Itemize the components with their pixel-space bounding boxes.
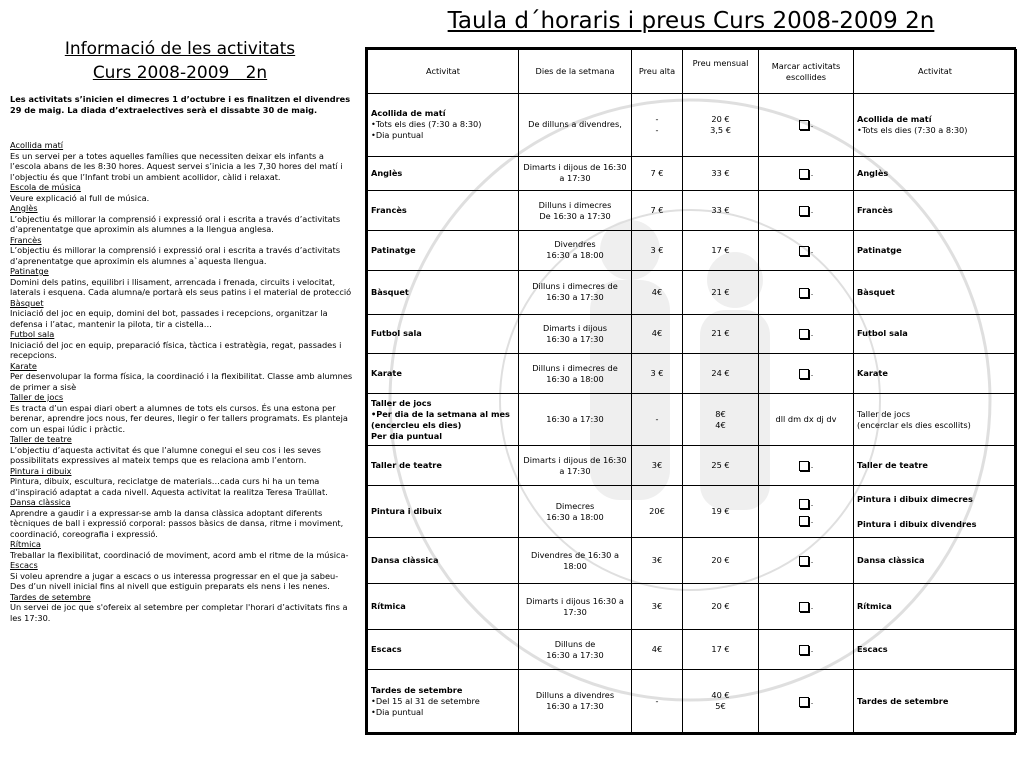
section-heading: Futbol sala	[10, 329, 55, 339]
activity-right-name: Karate	[857, 368, 888, 379]
activity-cell	[368, 394, 519, 446]
activity-cell	[368, 354, 519, 394]
preu-mensual-value: 33 €	[711, 205, 730, 216]
preu-alta-value: 20€	[649, 506, 665, 517]
days-text: 16:30 a 17:30	[546, 701, 604, 712]
section-heading: Acollida matí	[10, 140, 64, 150]
schedule-table	[367, 49, 1017, 733]
preu-alta-cell	[632, 191, 683, 231]
header-marcar: Marcar activitats escollides	[759, 50, 854, 94]
preu-mensual-cell	[683, 394, 759, 446]
checkbox-dot: .	[810, 329, 814, 339]
preu-alta-cell	[632, 314, 683, 354]
table-row	[368, 354, 1017, 394]
checkbox-wrap	[762, 245, 850, 256]
activity-right-cell	[854, 230, 1017, 270]
days-cell	[519, 670, 632, 733]
activity-checkbox[interactable]	[799, 369, 809, 379]
preu-mensual-value: 5€	[715, 701, 726, 712]
activity-checkbox[interactable]	[799, 499, 809, 509]
header-activitat: Activitat	[368, 50, 519, 94]
preu-mensual-cell	[683, 354, 759, 394]
section-heading: Karate	[10, 360, 37, 371]
preu-mensual-cell	[683, 191, 759, 231]
activity-right-name: Anglès	[857, 167, 889, 178]
days-cell	[519, 230, 632, 270]
days-text: 16:30 a 18:00	[546, 511, 604, 522]
activity-name: Rítmica	[371, 601, 406, 612]
header-activitat-right: Activitat	[854, 50, 1017, 94]
preu-alta-cell	[632, 354, 683, 394]
mark-cell	[759, 156, 854, 191]
activity-right-cell	[854, 584, 1017, 630]
checkbox-wrap	[762, 515, 850, 526]
preu-mensual-cell	[683, 670, 759, 733]
section-heading: Tardes de setembre	[10, 591, 91, 602]
days-text: Dilluns de	[554, 638, 596, 649]
activity-name: Pintura i dibuix	[371, 506, 442, 517]
activity-cell	[368, 446, 519, 486]
preu-mensual-value: 19 €	[711, 506, 730, 517]
days-cell	[519, 191, 632, 231]
mark-cell	[759, 446, 854, 486]
section-heading: Anglès	[10, 203, 38, 213]
table-row	[368, 230, 1017, 270]
preu-alta-value: 3€	[651, 555, 663, 566]
activity-name: Futbol sala	[371, 328, 422, 339]
preu-alta-value: 4€	[651, 286, 663, 297]
mark-cell	[759, 486, 854, 538]
activity-checkbox[interactable]	[799, 461, 809, 471]
section-body: Per desenvolupar la forma física, la coordinació i la flexibilitat. Classe amb alumnes de primer a sisè	[10, 371, 353, 392]
preu-mensual-cell	[683, 156, 759, 191]
activity-cell	[368, 156, 519, 191]
preu-alta-cell	[632, 94, 683, 157]
section-heading: Escacs	[10, 560, 38, 570]
table-row	[368, 584, 1017, 630]
mark-cell	[759, 394, 854, 446]
section-heading: Rítmica	[10, 539, 41, 549]
activity-name: Dansa clàssica	[371, 555, 439, 566]
section-body: Iniciació del joc en equip, domini del bot, passades i recepcions, organitzar la defensa i l’atac, mantenir la pilota, tir a cistella…	[10, 308, 328, 329]
activity-right-option: Pintura i dibuix divendres	[857, 518, 977, 529]
preu-mensual-value: 25 €	[711, 460, 730, 471]
left-title-line: Curs 2008-2009 2n	[92, 63, 268, 83]
section-heading: Patinatge	[10, 266, 49, 276]
preu-mensual-value: 21 €	[711, 328, 730, 339]
section-heading: Francès	[10, 234, 42, 245]
preu-mensual-cell	[683, 486, 759, 538]
checkbox-dot: .	[810, 498, 814, 508]
section-body: Treballar la flexibilitat, coordinació de moviment, acord amb el ritme de la música-	[10, 549, 349, 560]
checkbox-wrap	[762, 498, 850, 509]
activity-right-name: Escacs	[857, 644, 888, 655]
section-body: Pintura, dibuix, escultura, reciclatge de materials…cada curs hi ha un tema d’inspiració adaptat a cada nivell. Aquesta activitat la realitza Teresa Traüllat.	[10, 476, 328, 497]
activity-checkbox[interactable]	[799, 120, 809, 130]
preu-alta-value: 3€	[651, 601, 663, 612]
activity-right-name: Taller de teatre	[857, 460, 928, 471]
activity-option: •Per dia de la setmana al mes (encercleu els dies)	[371, 408, 510, 430]
checkbox-wrap	[762, 555, 850, 566]
preu-mensual-value: 20 €	[711, 555, 730, 566]
activity-right-name: Dansa clàssica	[857, 555, 925, 566]
section-body: Si voleu aprendre a jugar a escacs o us interessa progressar en el que ja sabeu- Des d’un nivell inicial fins al nivell que estiguin preparats els nens i les nenes.	[10, 570, 339, 591]
preu-mensual-cell	[683, 94, 759, 157]
intro-text: Les activitats s’inicien el dimecres 1 d’octubre i es finalitzen el divendres 29 de maig. La diada d’extraelectives serà el dissabte 30 de maig.	[10, 94, 351, 115]
activity-checkbox[interactable]	[799, 697, 809, 707]
activity-right-cell	[854, 394, 1017, 446]
mark-cell	[759, 94, 854, 157]
preu-alta-cell	[632, 394, 683, 446]
mark-cell	[759, 191, 854, 231]
days-cell	[519, 314, 632, 354]
checkbox-dot: .	[810, 245, 814, 255]
table-row	[368, 94, 1017, 157]
days-text: Dimarts i dijous de 16:30 a 17:30	[523, 454, 627, 476]
days-text: Dimarts i dijous de 16:30 a 17:30	[523, 162, 627, 184]
preu-alta-cell	[632, 584, 683, 630]
activity-option: •Tots els dies (7:30 a 8:30)	[371, 119, 482, 130]
days-cell	[519, 94, 632, 157]
table-row	[368, 270, 1017, 314]
section-body: Es tracta d’un espai diari obert a alumnes de tots els cursos. És una estona per berenar, aprendre jocs nous, fer deures, llegir o fer tallers programats. Es planteja com un espai lúdic i pràctic.	[10, 402, 348, 434]
table-row	[368, 156, 1017, 191]
preu-alta-value: 3 €	[650, 244, 664, 255]
checkbox-wrap	[762, 696, 850, 707]
section-body: L’objectiu és millorar la comprensió i expressió oral i escrita a través d’activitats d’aprenentatge que aproximin els alumnes a`aquesta llengua.	[10, 245, 341, 266]
preu-alta-value: 4€	[651, 644, 663, 655]
preu-alta-value: -	[655, 414, 659, 425]
activity-checkbox[interactable]	[799, 246, 809, 256]
activity-cell	[368, 314, 519, 354]
activity-option: Per dia puntual	[371, 430, 443, 441]
activity-right-option: (encerclar els dies escollits)	[857, 419, 971, 430]
activity-right-name: Futbol sala	[857, 328, 908, 339]
section-heading: Escola de música	[10, 182, 81, 192]
table-row	[368, 446, 1017, 486]
preu-mensual-value: 8€	[715, 408, 726, 419]
days-text: Divendres de 16:30 a 18:00	[531, 549, 619, 571]
days-cell	[519, 538, 632, 584]
preu-mensual-value: 4€	[715, 419, 726, 430]
checkbox-dot: .	[810, 287, 814, 297]
days-text: Divendres	[554, 239, 596, 250]
days-text: Dimarts i dijous	[542, 322, 608, 333]
activity-option: •Dia puntual	[371, 130, 424, 141]
activity-name: Acollida de matí	[371, 108, 446, 119]
table-row	[368, 394, 1017, 446]
checkbox-dot: .	[810, 515, 814, 525]
days-text: De 16:30 a 17:30	[539, 210, 611, 221]
mark-cell	[759, 230, 854, 270]
checkbox-wrap	[762, 328, 850, 339]
section-body: Veure explicació al full de música.	[10, 192, 150, 203]
section-heading: Pintura i dibuix	[10, 465, 72, 476]
preu-mensual-value: 40 €	[711, 690, 730, 701]
section-body: Domini dels patins, equilibri i llisament, arrencada i frenada, circuits i velocitat, laterals i esquena. Cada alumna/e portarà els seus patins i el material de protecció	[10, 276, 352, 297]
preu-alta-cell	[632, 156, 683, 191]
preu-alta-value: 7 €	[650, 205, 664, 216]
days-cell	[519, 630, 632, 670]
activity-right-cell	[854, 354, 1017, 394]
activity-checkbox[interactable]	[799, 206, 809, 216]
table-row	[368, 670, 1017, 733]
preu-alta-cell	[632, 670, 683, 733]
preu-mensual-value: 3,5 €	[710, 124, 731, 135]
preu-mensual-value: 24 €	[711, 368, 730, 379]
preu-mensual-value: 33 €	[711, 167, 730, 178]
activity-name: Francès	[371, 205, 407, 216]
days-cell	[519, 354, 632, 394]
activity-cell	[368, 191, 519, 231]
section-body: Aprendre a gaudir i a expressar-se amb la dansa clàssica adoptant diferents tècniques de ball i expressió corporal: passos bàsics de dansa, ritme i moviment, coordinació, coreografia i expressió.	[10, 507, 344, 539]
mark-cell	[759, 584, 854, 630]
preu-mensual-value: 20 €	[711, 113, 730, 124]
checkbox-wrap	[762, 368, 850, 379]
preu-alta-value: -	[655, 113, 659, 124]
activity-name: Anglès	[371, 167, 403, 178]
days-cell	[519, 584, 632, 630]
days-text: Dilluns i dimecres	[538, 199, 612, 210]
checkbox-wrap	[762, 119, 850, 130]
activity-checkbox[interactable]	[799, 288, 809, 298]
preu-alta-cell	[632, 630, 683, 670]
activity-checkbox[interactable]	[799, 556, 809, 566]
preu-mensual-value: 17 €	[711, 244, 730, 255]
preu-alta-value: -	[655, 124, 659, 135]
activity-right-name: Francès	[857, 205, 893, 216]
preu-alta-cell	[632, 538, 683, 584]
activity-right-name: Tardes de setembre	[857, 695, 949, 706]
section-body: L’objectiu d’aquesta activitat és que l’alumne conegui el seu cos i les seves possibilitats expressives al mateix temps que es relaciona amb l’entorn.	[10, 444, 321, 465]
preu-alta-value: -	[655, 695, 659, 706]
activity-cell	[368, 486, 519, 538]
activity-checkbox[interactable]	[799, 645, 809, 655]
activity-right-cell	[854, 270, 1017, 314]
preu-mensual-value: 20 €	[711, 601, 730, 612]
activity-cell	[368, 630, 519, 670]
table-row	[368, 538, 1017, 584]
mark-cell	[759, 538, 854, 584]
activity-cell	[368, 538, 519, 584]
activity-right-cell	[854, 156, 1017, 191]
preu-mensual-cell	[683, 446, 759, 486]
activity-right-option: Taller de jocs	[857, 408, 911, 419]
checkbox-dot: .	[810, 556, 814, 566]
table-row	[368, 486, 1017, 538]
preu-mensual-cell	[683, 270, 759, 314]
mark-cell	[759, 270, 854, 314]
activity-right-cell	[854, 446, 1017, 486]
preu-mensual-value: 21 €	[711, 286, 730, 297]
activity-right-cell	[854, 94, 1017, 157]
section-heading: Bàsquet	[10, 297, 44, 308]
header-preu-alta: Preu alta	[632, 50, 683, 94]
days-cell	[519, 270, 632, 314]
checkbox-wrap	[762, 205, 850, 216]
section-heading: Taller de teatre	[10, 434, 72, 444]
checkbox-dot: .	[810, 461, 814, 471]
activity-right-cell	[854, 486, 1017, 538]
activity-right-name: Patinatge	[857, 244, 902, 255]
preu-mensual-cell	[683, 230, 759, 270]
activity-name: Patinatge	[371, 244, 416, 255]
days-cell	[519, 486, 632, 538]
weekday-options[interactable]: dll dm dx dj dv	[775, 414, 837, 425]
activity-right-name: Acollida de matí	[857, 113, 932, 124]
preu-alta-value: 7 €	[650, 167, 664, 178]
days-cell	[519, 156, 632, 191]
activity-right-cell	[854, 191, 1017, 231]
checkbox-dot: .	[810, 696, 814, 706]
checkbox-wrap	[762, 287, 850, 298]
checkbox-wrap	[762, 644, 850, 655]
section-body: Un servei de joc que s'ofereix al setembre per completar l'horari d’activitats fins a les 17:30.	[10, 602, 348, 623]
header-preu-mensual: Preu mensual	[683, 50, 759, 94]
preu-alta-cell	[632, 486, 683, 538]
days-text: Dilluns i dimecres de 16:30 a 18:00	[532, 362, 618, 384]
preu-mensual-cell	[683, 538, 759, 584]
table-row	[368, 630, 1017, 670]
preu-mensual-cell	[683, 314, 759, 354]
checkbox-wrap	[762, 601, 850, 612]
activity-right-name: Pintura i dibuix dimecres	[857, 493, 973, 504]
days-text: 16:30 a 18:00	[546, 250, 604, 261]
header-dies: Dies de la setmana	[519, 50, 632, 94]
activity-cell	[368, 670, 519, 733]
activity-cell	[368, 94, 519, 157]
days-text: 16:30 a 17:30	[546, 414, 604, 425]
days-text: De dilluns a divendres,	[528, 119, 622, 130]
activity-cell	[368, 584, 519, 630]
preu-mensual-cell	[683, 630, 759, 670]
days-text: Dimecres	[555, 500, 595, 511]
activity-cell	[368, 270, 519, 314]
activity-right-cell	[854, 630, 1017, 670]
preu-alta-value: 3€	[651, 460, 663, 471]
activity-right-cell	[854, 670, 1017, 733]
activity-checkbox[interactable]	[799, 329, 809, 339]
activity-right-name: Rítmica	[857, 601, 892, 612]
days-text: Dilluns a divendres	[535, 690, 615, 701]
activity-descriptions	[10, 140, 354, 623]
activity-name: Bàsquet	[371, 286, 409, 297]
page-title: Taula d´horaris i preus Curs 2008-2009 2n	[447, 8, 935, 34]
activity-name: Escacs	[371, 644, 402, 655]
left-title-line: Informació de les activitats	[64, 39, 296, 59]
days-text: 16:30 a 17:30	[546, 333, 604, 344]
activity-name: Taller de jocs	[371, 397, 432, 408]
preu-mensual-cell	[683, 584, 759, 630]
table-row	[368, 314, 1017, 354]
activity-right-option: •Tots els dies (7:30 a 8:30)	[857, 124, 968, 135]
mark-cell	[759, 670, 854, 733]
checkbox-dot: .	[810, 602, 814, 612]
activity-checkbox[interactable]	[799, 516, 809, 526]
activity-name: Taller de teatre	[371, 460, 442, 471]
preu-alta-value: 3 €	[650, 368, 664, 379]
mark-cell	[759, 314, 854, 354]
checkbox-wrap	[762, 168, 850, 179]
activity-name: Karate	[371, 368, 402, 379]
days-cell	[519, 394, 632, 446]
section-body: L’objectiu és millorar la comprensió i expressió oral i escrita a través d’activitats d’aprenentatge que aproximin als alumnes a la llengua anglesa.	[10, 213, 341, 234]
section-body: Es un servei per a totes aquelles famílies que necessiten deixar els infants a l’escola abans de les 8:30 hores. Aquest servei s’inicia a les 7,30 hores del matí i l’objectiu és que l’Infant trobi un ambient acollidor, càlid i relaxat.	[10, 150, 343, 182]
preu-alta-cell	[632, 230, 683, 270]
section-heading: Dansa clàssica	[10, 497, 71, 507]
mark-cell	[759, 354, 854, 394]
activity-name: Tardes de setembre	[371, 684, 463, 695]
section-heading: Taller de jocs	[10, 392, 64, 402]
activity-right-name: Bàsquet	[857, 286, 895, 297]
mark-cell	[759, 630, 854, 670]
days-text: 16:30 a 17:30	[546, 649, 604, 660]
checkbox-dot: .	[810, 168, 814, 178]
checkbox-dot: .	[810, 645, 814, 655]
activity-right-cell	[854, 538, 1017, 584]
activity-option: •Del 15 al 31 de setembre	[371, 695, 480, 706]
preu-alta-cell	[632, 446, 683, 486]
schedule-table-wrapper	[365, 47, 1016, 735]
preu-alta-value: 4€	[651, 328, 663, 339]
days-text: Dimarts i dijous 16:30 a 17:30	[526, 595, 624, 617]
activity-checkbox[interactable]	[799, 602, 809, 612]
activity-option: •Dia puntual	[371, 706, 424, 717]
activity-cell	[368, 230, 519, 270]
checkbox-wrap	[762, 460, 850, 471]
checkbox-dot: .	[810, 120, 814, 130]
activity-checkbox[interactable]	[799, 169, 809, 179]
checkbox-dot: .	[810, 206, 814, 216]
preu-mensual-value: 17 €	[711, 644, 730, 655]
section-body: Iniciació del joc en equip, preparació física, tàctica i estratègia, regat, passades i recepcions.	[10, 339, 342, 360]
table-row	[368, 191, 1017, 231]
activity-right-cell	[854, 314, 1017, 354]
checkbox-dot: .	[810, 369, 814, 379]
preu-alta-cell	[632, 270, 683, 314]
left-title	[10, 37, 350, 85]
days-text: Dilluns i dimecres de 16:30 a 17:30	[532, 281, 618, 303]
days-cell	[519, 446, 632, 486]
